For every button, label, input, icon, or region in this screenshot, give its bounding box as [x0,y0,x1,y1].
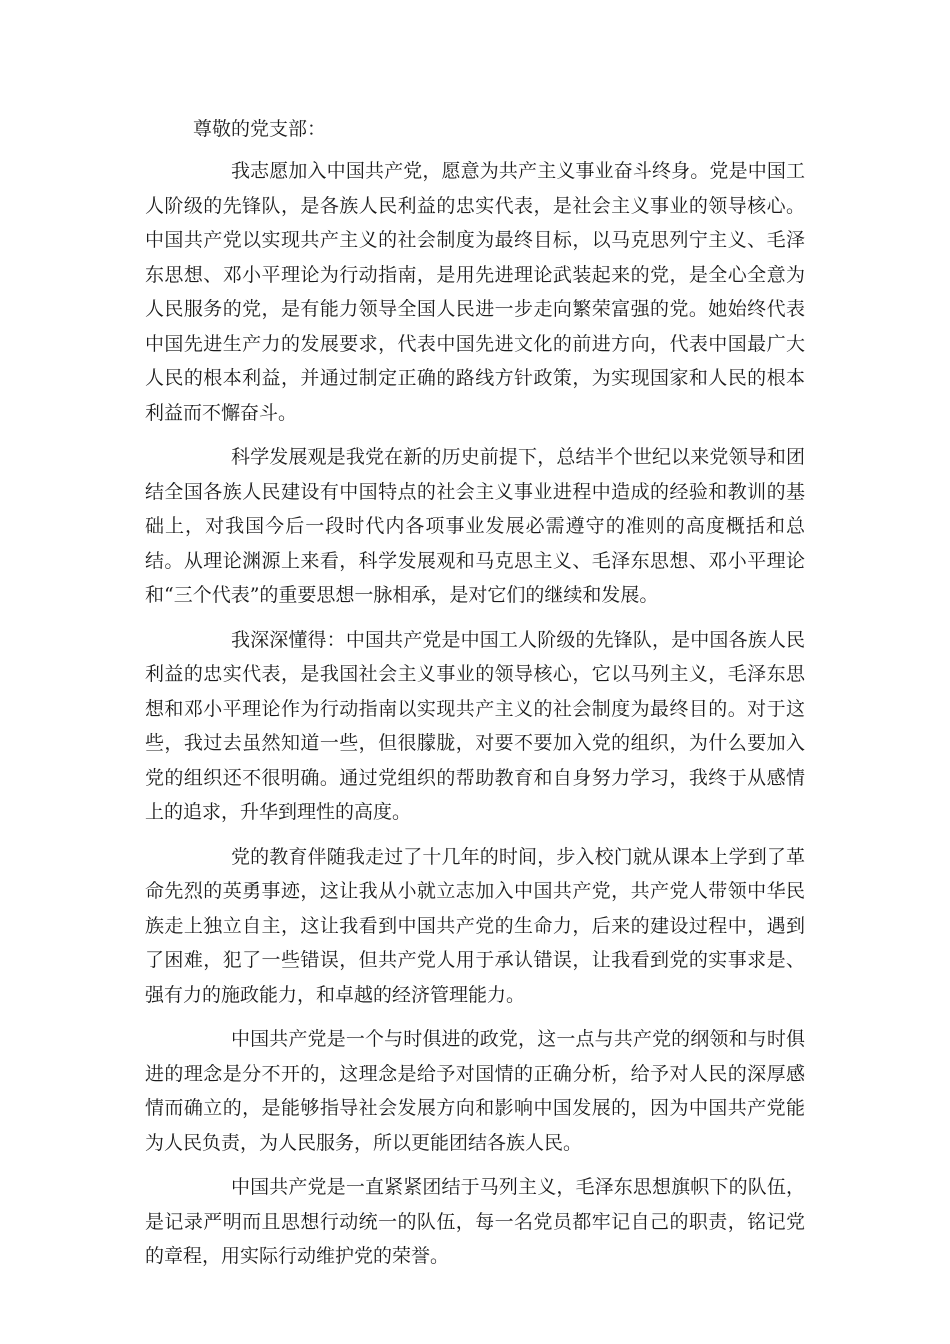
paragraph-4: 党的教育伴随我走过了十几年的时间，步入校门就从课本上学到了革命先烈的英勇事迹，这让我从小就立志加入中国共产党，共产党人带领中华民族走上独立自主，这让我看到中国共产党的生命力，后来的建设过程中，遇到了困难，犯了一些错误，但共产党人用于承认错误，让我看到党的实事求是、强有力的施政能力，和卓越的经济管理能力。 [145,845,805,1006]
paragraph-1: 我志愿加入中国共产党，愿意为共产主义事业奋斗终身。党是中国工人阶级的先锋队，是各族人民利益的忠实代表，是社会主义事业的领导核心。中国共产党以实现共产主义的社会制度为最终目标，以马克思列宁主义、毛泽东思想、邓小平理论为行动指南，是用先进理论武装起来的党，是全心全意为人民服务的党，是有能力领导全国人民进一步走向繁荣富强的党。她始终代表中国先进生产力的发展要求，代表中国先进文化的前进方向，代表中国最广大人民的根本利益，并通过制定正确的路线方针政策，为实现国家和人民的根本利益而不懈奋斗。 [145,160,805,424]
letter-body [145,112,805,1284]
paragraph-3: 我深深懂得：中国共产党是中国工人阶级的先锋队，是中国各族人民利益的忠实代表，是我国社会主义事业的领导核心，它以马列主义，毛泽东思想和邓小平理论作为行动指南以实现共产主义的社会制度为最终目的。对于这些，我过去虽然知道一些，但很朦胧，对要不要加入党的组织，为什么要加入党的组织还不很明确。通过党组织的帮助教育和自身努力学习，我终于从感情上的追求，升华到理性的高度。 [145,628,805,823]
paragraph-6: 中国共产党是一直紧紧团结于马列主义，毛泽东思想旗帜下的队伍，是记录严明而且思想行动统一的队伍，每一名党员都牢记自己的职责，铭记党的章程，用实际行动维护党的荣誉。 [145,1176,805,1267]
paragraph-5: 中国共产党是一个与时俱进的政党，这一点与共产党的纲领和与时俱进的理念是分不开的，这理念是给予对国情的正确分析，给予对人民的深厚感情而确立的，是能够指导社会发展方向和影响中国发展的，因为中国共产党能为人民负责，为人民服务，所以更能团结各族人民。 [145,1028,805,1154]
salutation: 尊敬的党支部： [193,118,327,140]
paragraph-2: 科学发展观是我党在新的历史前提下，总结半个世纪以来党领导和团结全国各族人民建设有中国特点的社会主义事业进程中造成的经验和教训的基础上，对我国今后一段时代内各项事业发展必需遵守的准则的高度概括和总结。从理论渊源上来看，科学发展观和马克思主义、毛泽东思想、邓小平理论和“三个代表”的重要思想一脉相承，是对它们的继续和发展。 [145,446,805,606]
